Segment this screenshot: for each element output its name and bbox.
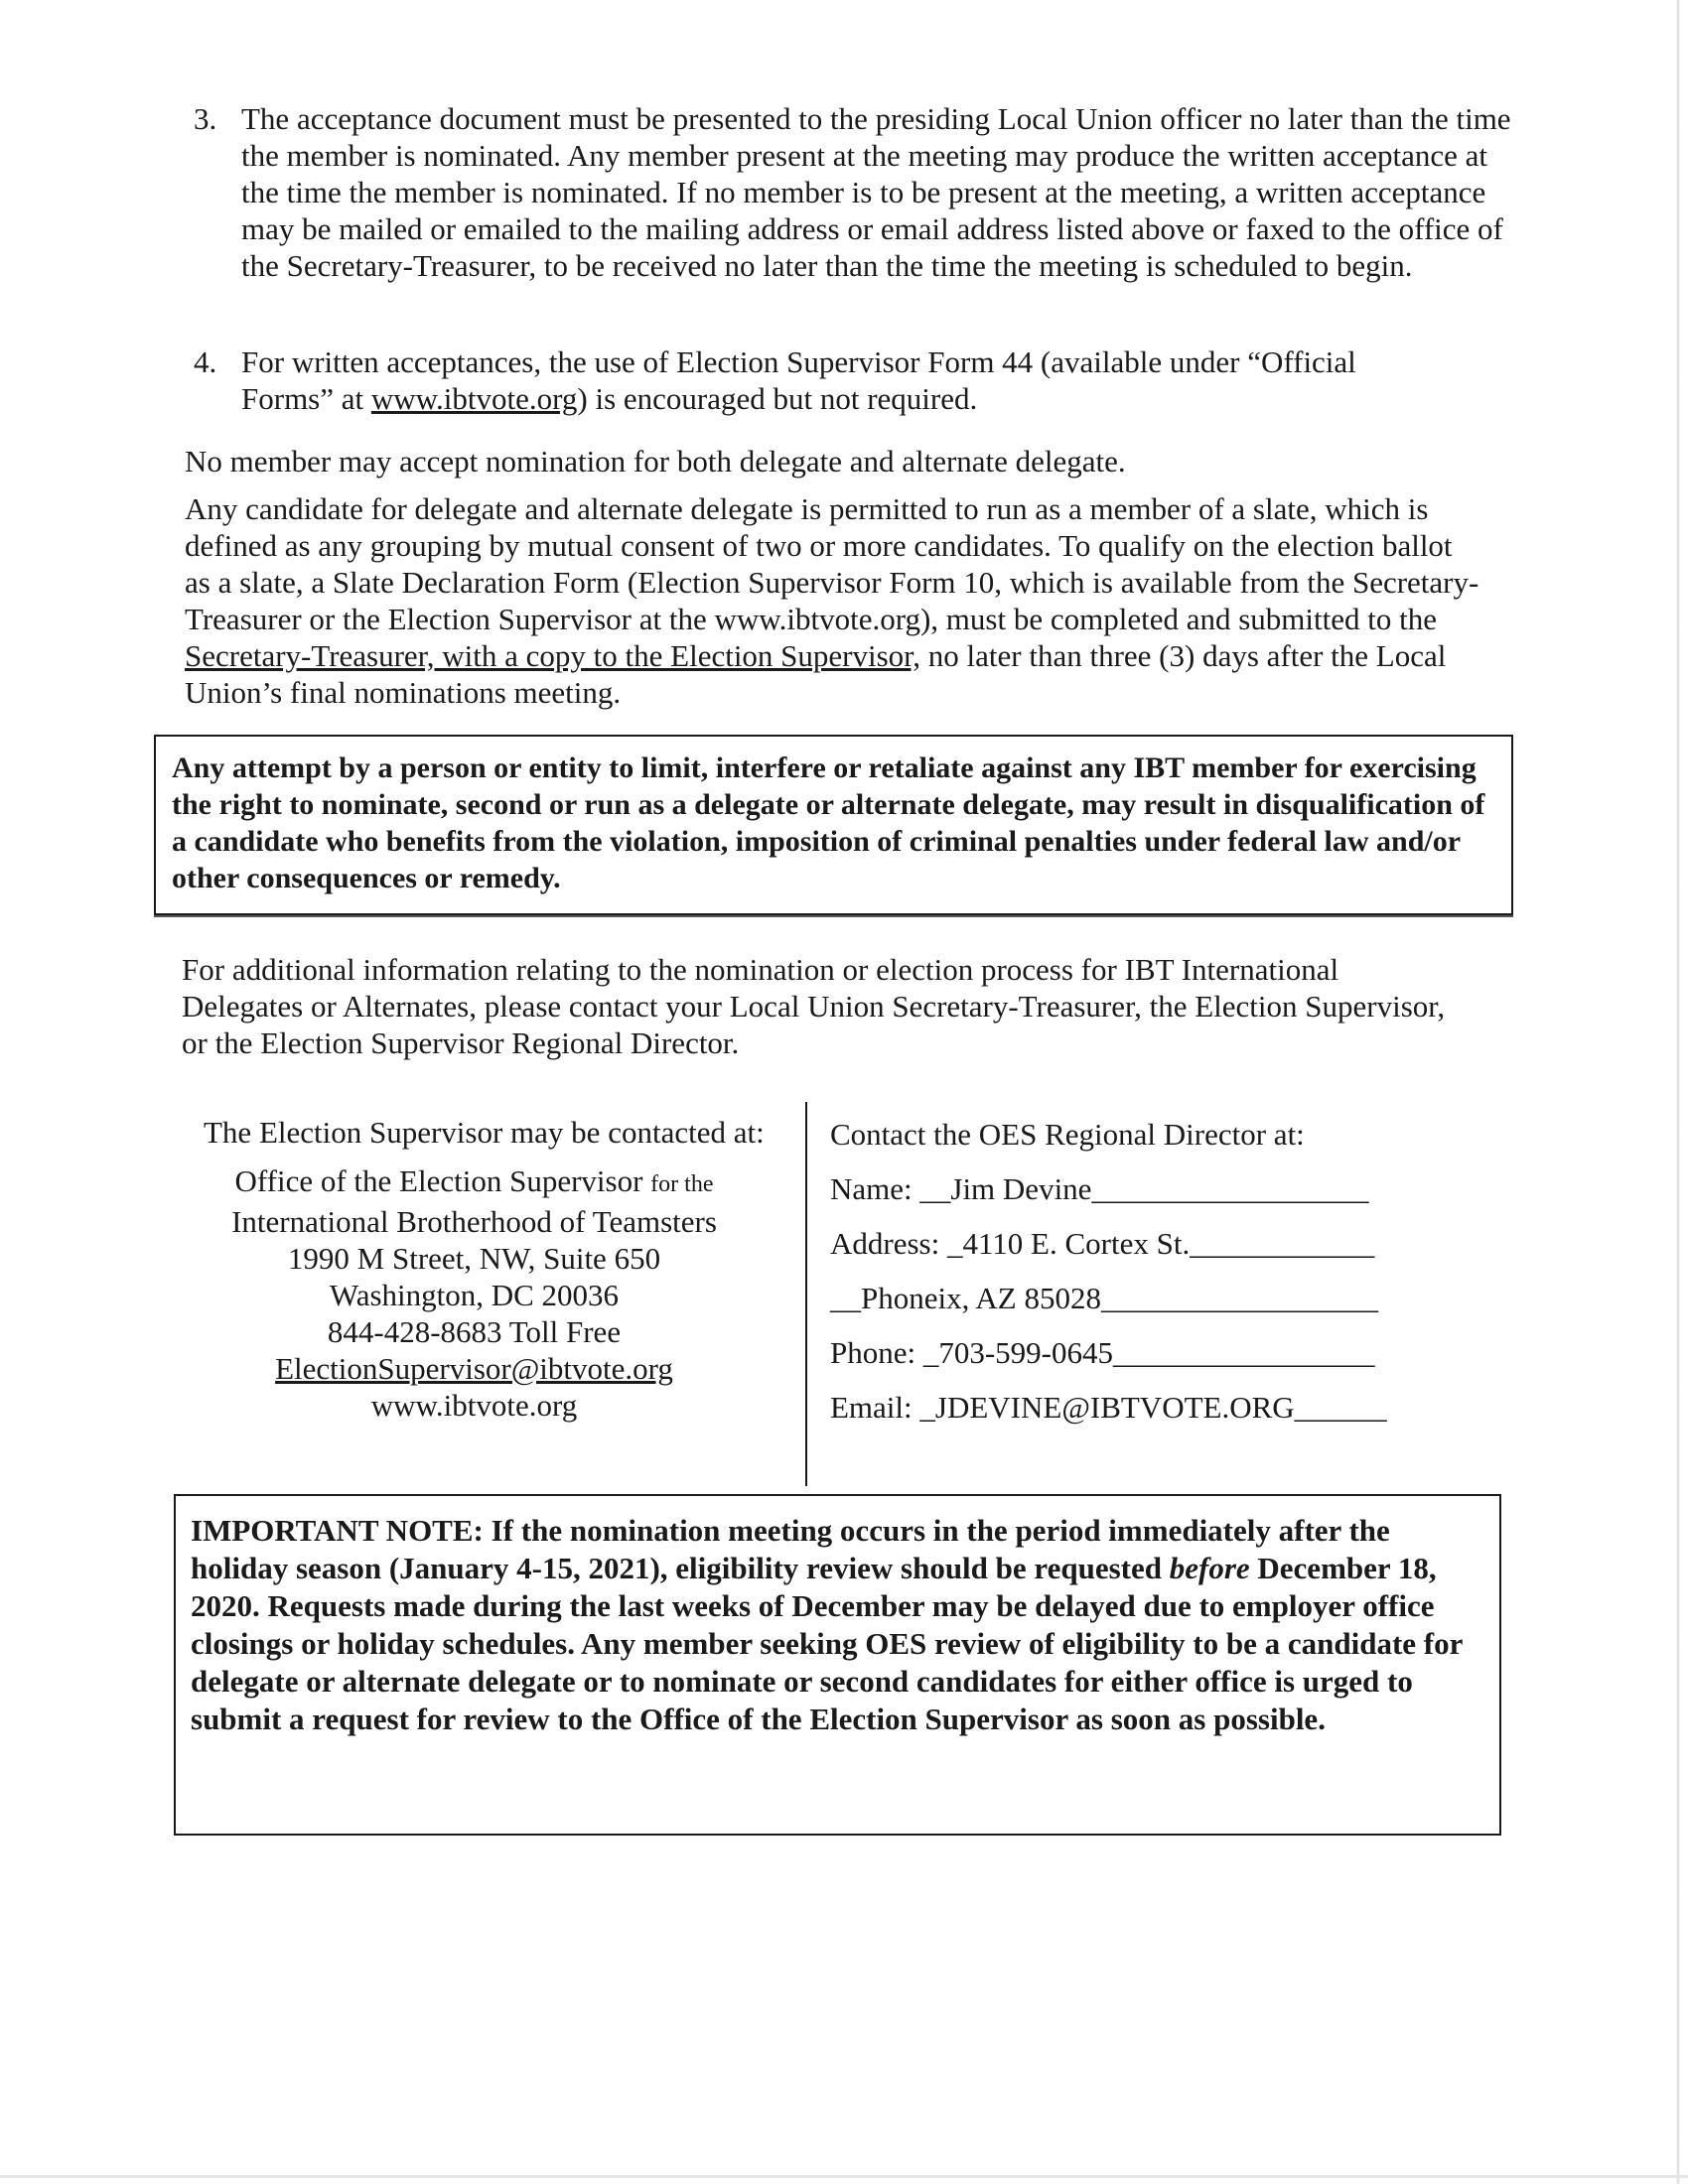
warning-text: Any attempt by a person or entity to limit, interfere or retaliate against any IBT member for exercising the right to nominate, second or run as a delegate or alternate delegate, may result in disqualification of a candidate who benefits from the violation, imposition of criminal penalties under federal law and/or other consequences or remedy. <box>172 751 1485 894</box>
office-website: www.ibtvote.org <box>370 1388 578 1423</box>
office-org-line: International Brotherhood of Teamsters <box>231 1204 717 1239</box>
regional-address: Address: _4110 E. Cortex St.____________ <box>830 1226 1375 1261</box>
no-both-paragraph: No member may accept nomination for both delegate and alternate delegate. <box>185 444 1126 478</box>
office-phone: 844-428-8683 Toll Free <box>327 1314 622 1349</box>
important-note-text: IMPORTANT NOTE: If the nomination meeting occurs in the period immediately after the holiday season (January 4-15, 2021), eligibility review should be requested before December 18, 2020. Requests made during the last weeks of December may be delayed due to employer office closings or holiday schedules. Any member seeking OES review of eligibility to be a candidate for delegate or alternate delegate or to nominate or second candidates for either office is urged to submit a request for review to the Office of the Election Supervisor as soon as possible. <box>191 1513 1463 1736</box>
regional-director-contact <box>830 1116 1466 1443</box>
office-city: Washington, DC 20036 <box>329 1278 620 1312</box>
regional-city: __Phoneix, AZ 85028__________________ <box>830 1281 1378 1315</box>
contact-intro: The Election Supervisor may be contacted at: <box>204 1115 765 1150</box>
underlined-recipients: Secretary-Treasurer, with a copy to the Election Supervisor, <box>185 638 921 673</box>
list-item-text: For written acceptances, the use of Election Supervisor Form 44 (available under “Official Forms” at www.ibtvote.org) is encouraged but not required. <box>241 344 1356 416</box>
column-divider <box>805 1102 807 1486</box>
list-number: 3. <box>194 101 217 136</box>
office-address-block <box>204 1162 745 1424</box>
office-street: 1990 M Street, NW, Suite 650 <box>287 1241 661 1276</box>
warning-box <box>154 735 1513 915</box>
list-item-text: The acceptance document must be presented to the presiding Local Union officer no later than the time the member is nominated. Any member present at the meeting may produce the written acceptance at the time the member is nominated. If no member is to be present at the meeting, a written acceptance may be mailed or emailed to the mailing address or email address listed above or faxed to the office of the Secretary-Treasurer, to be received no later than the time the meeting is scheduled to begin. <box>241 101 1511 283</box>
slate-paragraph: Any candidate for delegate and alternate delegate is permitted to run as a member of a slate, which is defined as any grouping by mutual consent of two or more candidates. To qualify on the election ballot as a slate, a Slate Declaration Form (Election Supervisor Form 10, which is available from the Secretary-Treasurer or the Election Supervisor at the www.ibtvote.org), must be completed and submitted to the Secretary-Treasurer, with a copy to the Election Supervisor, no later than three (3) days after the Local Union’s final nominations meeting. <box>185 491 1479 710</box>
page-edge <box>1676 0 1680 2184</box>
regional-heading: Contact the OES Regional Director at: <box>830 1117 1305 1152</box>
office-name-line: Office of the Election Supervisor for the <box>234 1163 714 1198</box>
important-note-box <box>174 1494 1501 1836</box>
list-number: 4. <box>194 344 217 379</box>
page-bottom-line <box>0 2175 1688 2178</box>
ibtvote-link[interactable]: www.ibtvote.org <box>370 381 578 416</box>
regional-email: Email: _JDEVINE@IBTVOTE.ORG______ <box>830 1390 1387 1425</box>
election-supervisor-contact <box>204 1114 789 1424</box>
additional-info-paragraph: For additional information relating to the nomination or election process for IBT International Delegates or Alternates, please contact your Local Union Secretary-Treasurer, the Election Supervisor, or the Election Supervisor Regional Director. <box>182 952 1446 1060</box>
regional-name: Name: __Jim Devine__________________ <box>830 1171 1369 1206</box>
regional-phone: Phone: _703-599-0645_________________ <box>830 1335 1375 1370</box>
office-email-link[interactable]: ElectionSupervisor@ibtvote.org <box>275 1351 673 1386</box>
